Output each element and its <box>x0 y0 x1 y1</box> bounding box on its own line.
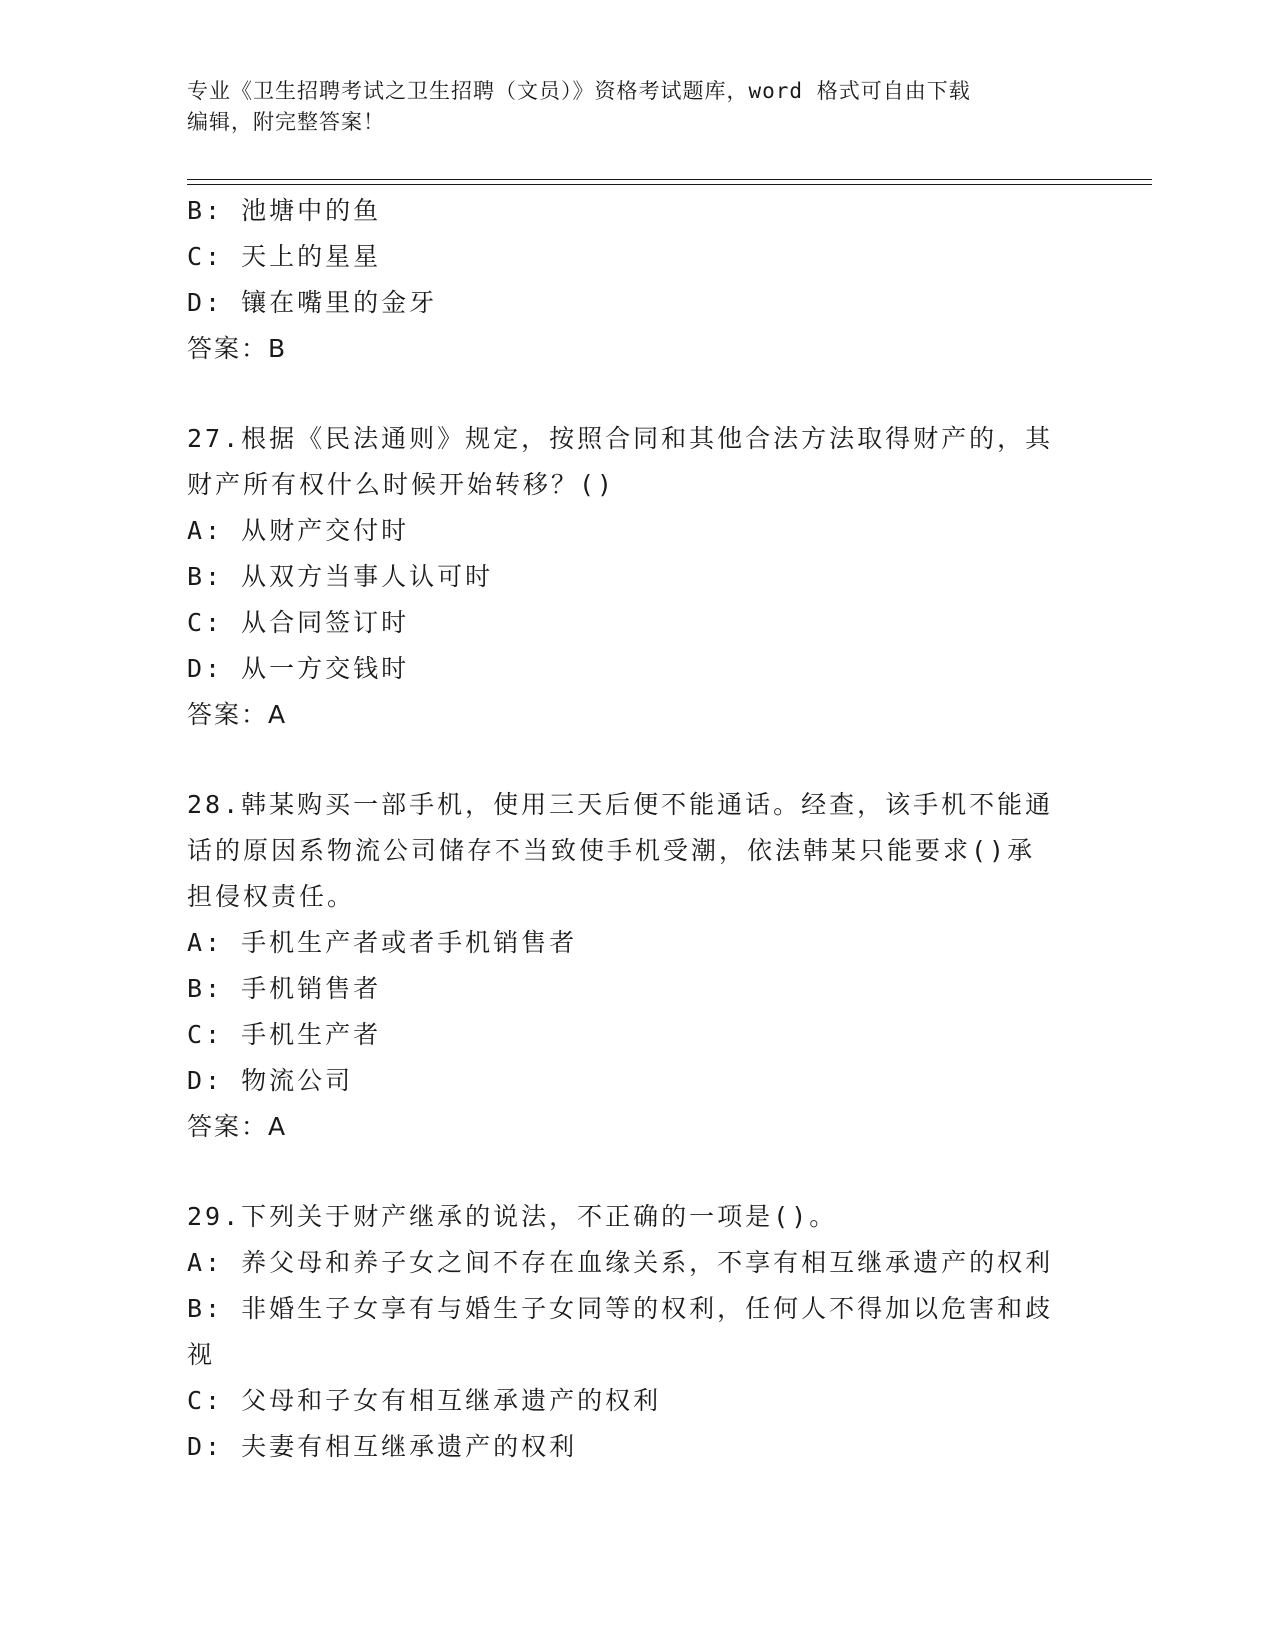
q26-option-d: D: 镶在嘴里的金牙 <box>187 288 438 317</box>
question-content <box>187 188 1077 1470</box>
q26-option-c: C: 天上的星星 <box>187 242 382 271</box>
q28-option-b: B: 手机销售者 <box>187 974 382 1003</box>
question-26 <box>187 188 1077 372</box>
q28-stem-line-1: 28.韩某购买一部手机，使用三天后便不能通话。经查，该手机不能通 <box>187 790 1054 819</box>
question-27 <box>187 416 1077 738</box>
header-divider-top <box>187 179 1152 180</box>
q29-option-a: A: 养父母和养子女之间不存在血缘关系，不享有相互继承遗产的权利 <box>187 1248 1054 1277</box>
q28-answer: 答案：A <box>187 1112 288 1141</box>
q29-option-b-line-2: 视 <box>187 1340 216 1369</box>
q29-option-b-line-1: B: 非婚生子女享有与婚生子女同等的权利，任何人不得加以危害和歧 <box>187 1294 1054 1323</box>
header-line-2: 编辑，附完整答案！ <box>187 110 385 134</box>
q27-option-d: D: 从一方交钱时 <box>187 654 410 683</box>
q27-answer: 答案：A <box>187 700 288 729</box>
question-29 <box>187 1194 1077 1470</box>
q28-stem-line-3: 担侵权责任。 <box>187 882 356 911</box>
spacer <box>187 372 1077 416</box>
q29-option-c: C: 父母和子女有相互继承遗产的权利 <box>187 1386 662 1415</box>
spacer <box>187 1150 1077 1194</box>
q28-stem-line-2: 话的原因系物流公司储存不当致使手机受潮，依法韩某只能要求()承 <box>187 836 1036 865</box>
q27-stem-line-2: 财产所有权什么时候开始转移？() <box>187 470 616 499</box>
q27-option-c: C: 从合同签订时 <box>187 608 410 637</box>
q26-answer: 答案：B <box>187 334 288 363</box>
q26-option-b: B: 池塘中的鱼 <box>187 196 382 225</box>
q27-option-b: B: 从双方当事人认可时 <box>187 562 494 591</box>
q27-option-a: A: 从财产交付时 <box>187 516 410 545</box>
q27-stem-line-1: 27.根据《民法通则》规定，按照合同和其他合法方法取得财产的，其 <box>187 424 1054 453</box>
q29-stem-line-1: 29.下列关于财产继承的说法，不正确的一项是()。 <box>187 1202 838 1231</box>
q28-option-c: C: 手机生产者 <box>187 1020 382 1049</box>
header-divider-bottom <box>187 184 1152 185</box>
q29-option-d: D: 夫妻有相互继承遗产的权利 <box>187 1432 578 1461</box>
spacer <box>187 738 1077 782</box>
q28-option-d: D: 物流公司 <box>187 1066 354 1095</box>
question-28 <box>187 782 1077 1150</box>
header-line-1: 专业《卫生招聘考试之卫生招聘（文员）》资格考试题库，word 格式可自由下载 <box>187 79 971 103</box>
document-header <box>187 76 1087 138</box>
q28-option-a: A: 手机生产者或者手机销售者 <box>187 928 578 957</box>
